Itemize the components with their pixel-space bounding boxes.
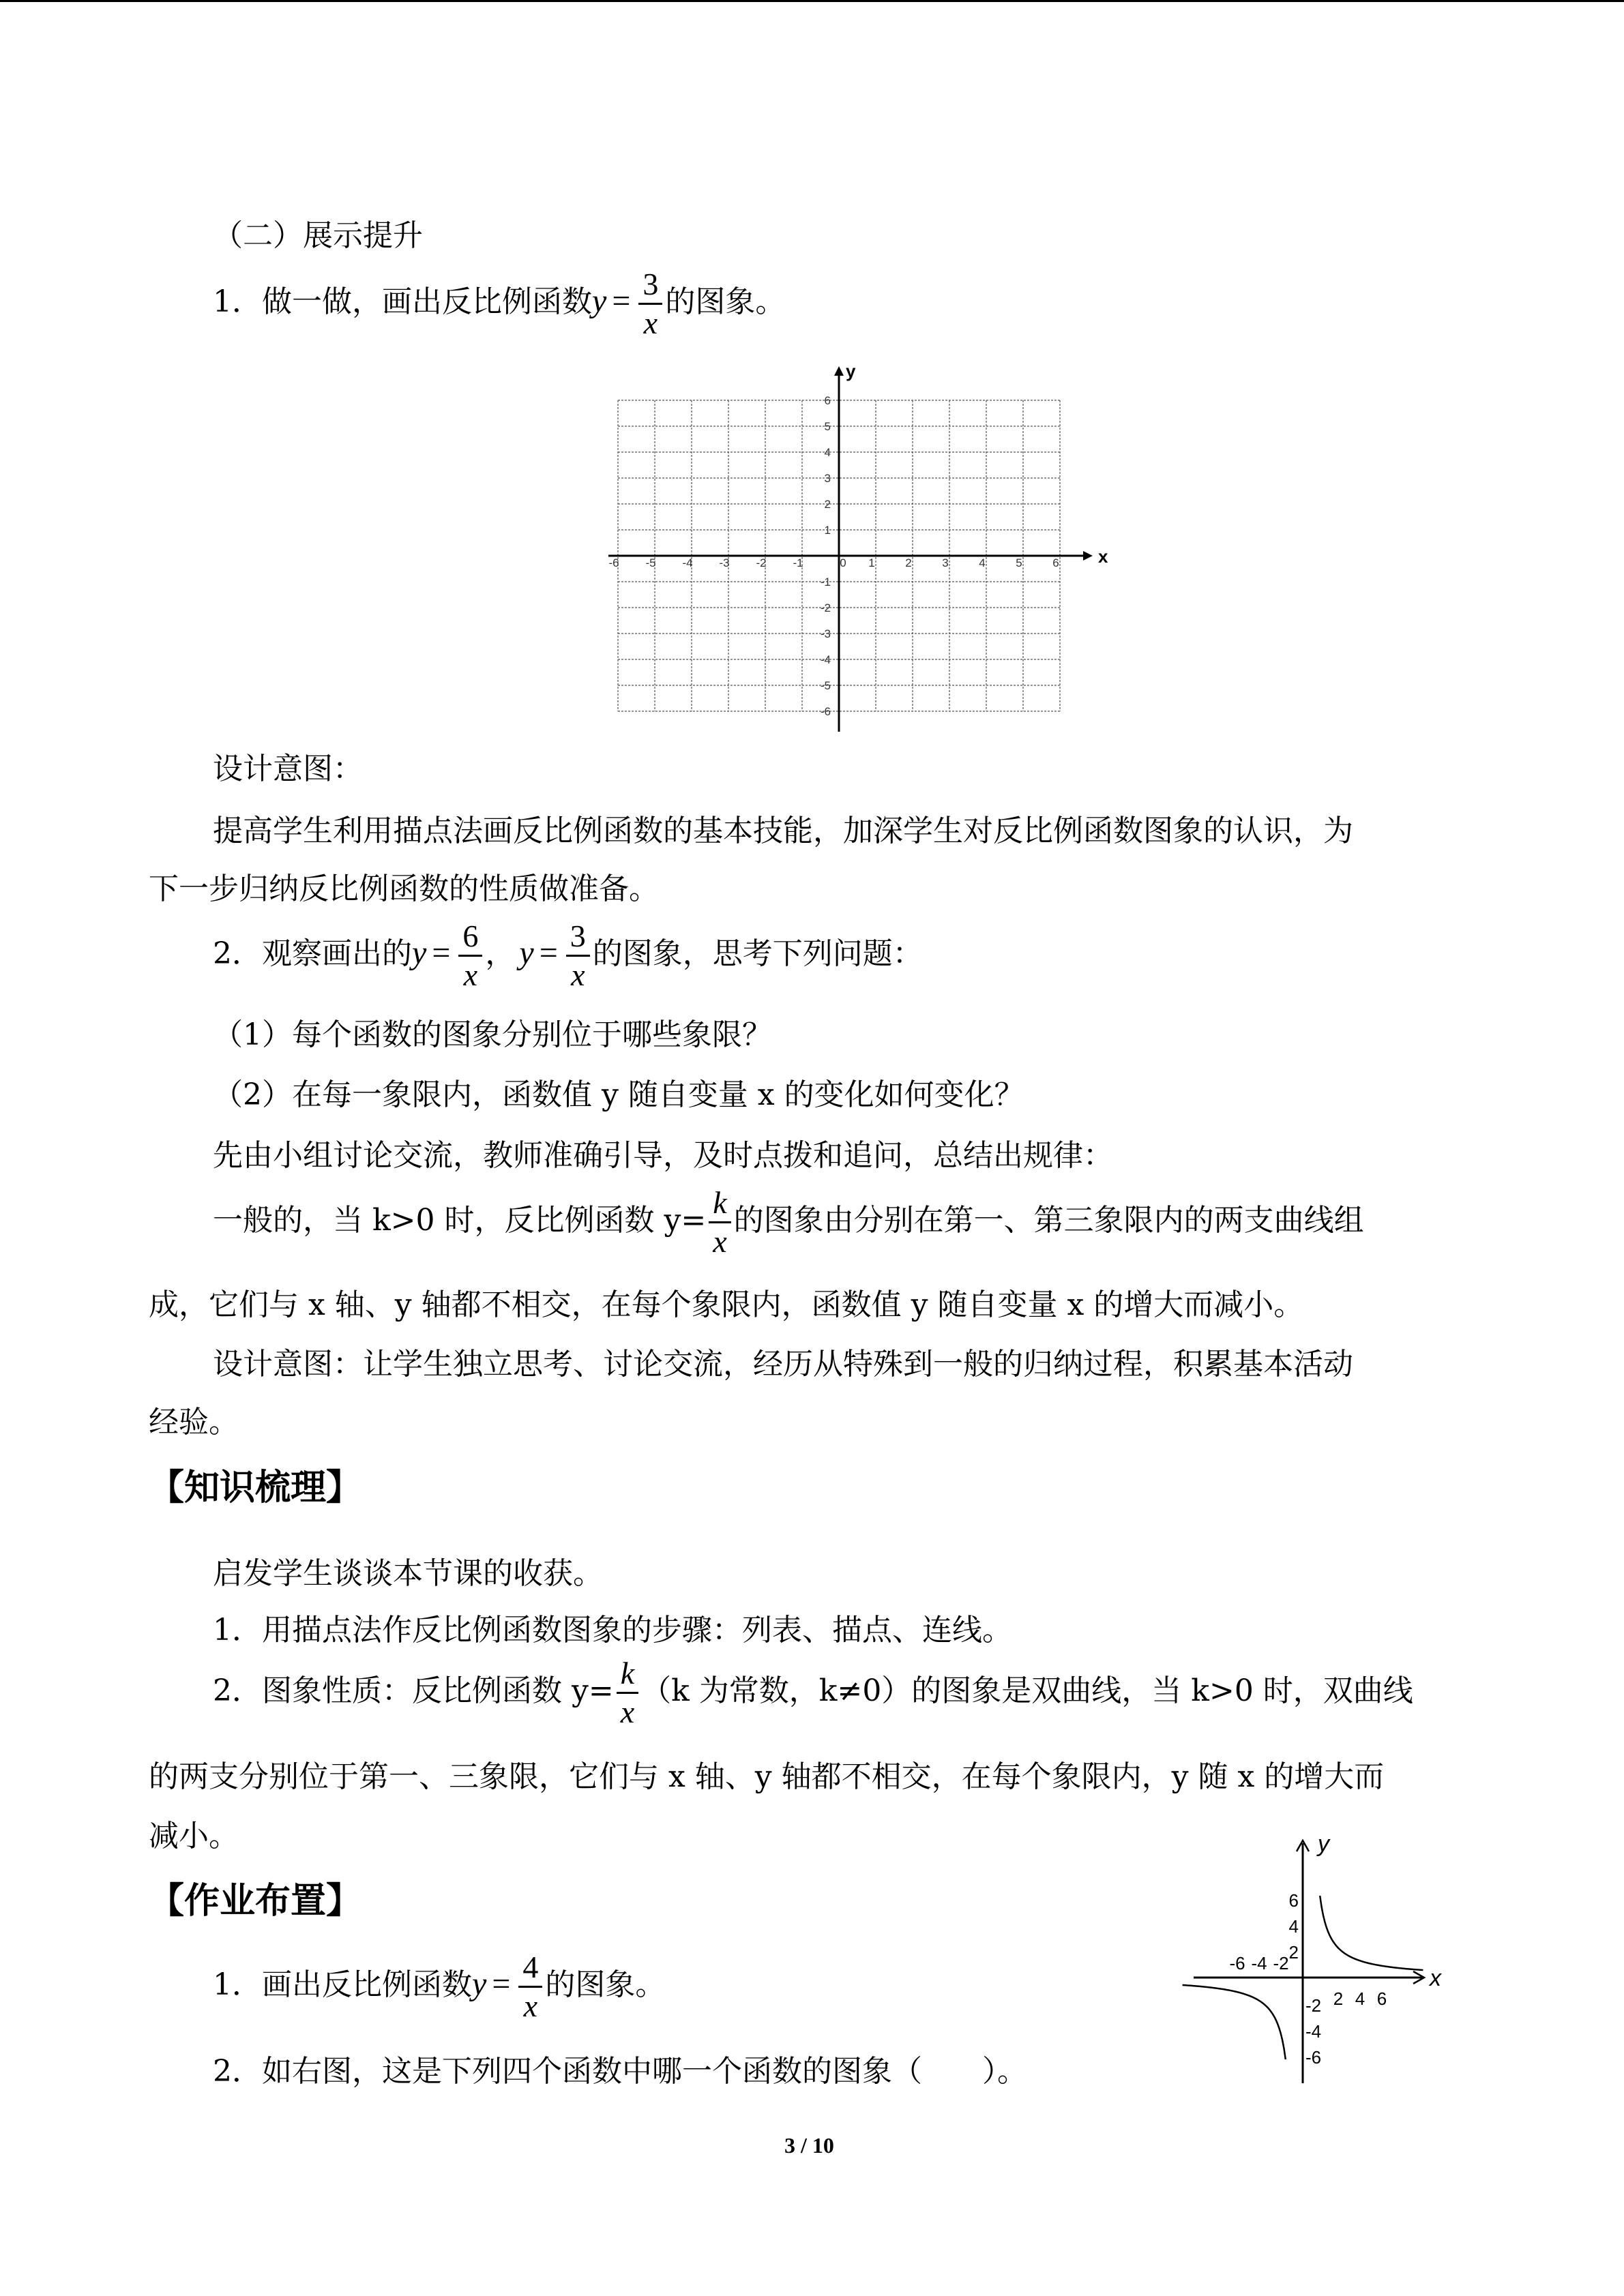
x-tick-label: 0: [840, 556, 846, 569]
x-tick-label: 2: [905, 556, 912, 569]
general-line2: 成，它们与 x 轴、y 轴都不相交，在每个象限内，函数值 y 随自变量 x 的增大而减小。: [149, 1287, 1304, 1322]
item2-var1: y: [412, 935, 427, 971]
x-tick-label: 3: [942, 556, 949, 569]
y-tick-label: -4: [820, 653, 831, 666]
y-tick-label: -3: [820, 627, 831, 640]
item2-eq1: =: [432, 935, 451, 971]
item1-suffix: 的图象。: [665, 284, 786, 319]
x-tick-label: -2: [756, 556, 767, 569]
item2-var2: y: [519, 935, 534, 971]
homework-heading: 【作业布置】: [149, 1881, 362, 1922]
knowledge-p2-denominator: x: [620, 1695, 635, 1729]
y-tick-label: -6: [820, 705, 831, 718]
y-tick-label: -2: [1305, 1995, 1322, 2016]
knowledge-intro: 启发学生谈谈本节课的收获。: [213, 1556, 603, 1591]
hyperbola-branch-q3: [1183, 1985, 1286, 2059]
item2-suffix: 的图象，思考下列问题：: [592, 936, 923, 971]
x-tick-label: -1: [793, 556, 803, 569]
y-tick-label: 6: [824, 394, 831, 407]
knowledge-point2-line3: 减小。: [149, 1819, 239, 1853]
knowledge-heading: 【知识梳理】: [149, 1467, 362, 1508]
item1-prefix: 1．做一做，画出反比例函数: [213, 284, 592, 319]
x-tick-label: -6: [1229, 1953, 1245, 1973]
homework1-denominator: x: [523, 1988, 538, 2023]
y-tick-label: -1: [820, 576, 831, 588]
question-1: （1）每个函数的图象分别位于哪些象限？: [213, 1017, 772, 1052]
item2-numerator2: 3: [566, 918, 590, 957]
item1-var: y: [592, 283, 607, 319]
y-tick-label: 4: [1288, 1916, 1299, 1937]
coordinate-grid: [593, 351, 1108, 723]
homework1-eq: =: [492, 1966, 511, 2002]
x-tick-label: -3: [719, 556, 730, 569]
y-axis-arrow: [834, 366, 844, 376]
homework-item1: [213, 1946, 665, 2025]
section-title: （二）展示提升: [213, 218, 423, 253]
homework1-fraction: [518, 1949, 542, 2025]
x-tick-label: 5: [1016, 556, 1022, 569]
item2-denominator1: x: [463, 957, 478, 992]
homework1-numerator: 4: [518, 1949, 542, 1988]
item2-sep: ，: [485, 936, 516, 971]
item2-eq2: =: [539, 935, 558, 971]
item2-numerator1: 6: [458, 918, 482, 957]
y-tick-label: 2: [824, 498, 831, 511]
knowledge-point1: 1．用描点法作反比例函数图象的步骤：列表、描点、连线。: [213, 1613, 1012, 1648]
design1-line1: 提高学生利用描点法画反比例函数的基本技能，加深学生对反比例函数图象的认识，为: [213, 814, 1353, 848]
y-tick-label: -6: [1305, 2047, 1322, 2068]
homework1-prefix: 1．画出反比例函数: [213, 1967, 472, 2002]
x-tick-label: -5: [645, 556, 656, 569]
knowledge-p2-numerator: k: [617, 1655, 638, 1694]
item1-denominator: x: [643, 305, 658, 340]
x-axis-label: x: [1098, 546, 1108, 567]
item2-fraction2: [566, 918, 590, 994]
y-tick-label: 3: [824, 472, 831, 485]
x-tick-label: 4: [1355, 1988, 1365, 2009]
x-tick-label: 6: [1052, 556, 1059, 569]
y-tick-label: -2: [820, 601, 831, 614]
item2-prefix: 2．观察画出的: [213, 936, 412, 971]
knowledge-p2-suffix: （k 为常数，k≠0）的图象是双曲线，当 k>0 时，双曲线: [641, 1673, 1413, 1708]
design1-line2: 下一步归纳反比例函数的性质做准备。: [149, 871, 659, 906]
x-axis-arrow: [1083, 551, 1093, 561]
item2-denominator2: x: [571, 957, 585, 992]
general-numerator: k: [709, 1184, 730, 1223]
homework1-var: y: [472, 1966, 487, 2002]
item2-fraction1: [458, 918, 482, 994]
general-fraction: [709, 1184, 730, 1260]
design2-line1: 设计意图：让学生独立思考、讨论交流，经历从特殊到一般的归纳过程，积累基本活动: [213, 1347, 1353, 1382]
design2-line2: 经验。: [149, 1405, 239, 1440]
question-2: （2）在每一象限内，函数值 y 随自变量 x 的变化如何变化？: [213, 1077, 1024, 1112]
x-tick-label: -2: [1273, 1953, 1289, 1973]
y-axis-label: y: [1318, 1831, 1329, 1857]
item1-fraction: [638, 266, 662, 342]
x-tick-label: 1: [868, 556, 875, 569]
y-tick-label: 2: [1288, 1942, 1299, 1963]
y-axis-label: y: [846, 361, 856, 381]
general-suffix: 的图象由分别在第一、第三象限内的两支曲线组: [733, 1203, 1364, 1238]
item1-eq: =: [612, 283, 631, 319]
item2-line: [213, 915, 923, 994]
item1-numerator: 3: [638, 266, 662, 305]
general-denominator: x: [713, 1224, 727, 1259]
knowledge-p2-fraction: [617, 1655, 638, 1731]
general-prefix: 一般的，当 k>0 时，反比例函数 y=: [213, 1203, 707, 1238]
x-tick-label: -4: [1251, 1953, 1267, 1973]
knowledge-point2-line2: 的两支分别位于第一、三象限，它们与 x 轴、y 轴都不相交，在每个象限内，y 随 x 的增大而: [149, 1759, 1385, 1794]
y-tick-label: 6: [1288, 1890, 1299, 1911]
page-number: 3 / 10: [784, 2133, 834, 2158]
item1-line: [213, 263, 785, 342]
knowledge-point2-line1: [213, 1653, 1413, 1731]
y-tick-label: -5: [820, 679, 831, 692]
x-tick-label: 4: [979, 556, 986, 569]
page-top-border: [0, 0, 1624, 2]
y-tick-label: 4: [824, 446, 831, 459]
design1-label: 设计意图：: [213, 751, 363, 786]
x-tick-label: -6: [608, 556, 619, 569]
x-tick-label: -4: [682, 556, 693, 569]
hyperbola-branch-q1: [1320, 1896, 1423, 1970]
discussion-line: 先由小组讨论交流，教师准确引导，及时点拨和追问，总结出规律：: [213, 1138, 1113, 1173]
y-tick-label: 5: [824, 420, 831, 433]
y-tick-label: -4: [1305, 2021, 1322, 2042]
homework-item2: 2．如右图，这是下列四个函数中哪一个函数的图象（ ）。: [213, 2054, 1027, 2089]
homework1-suffix: 的图象。: [545, 1967, 666, 2002]
x-tick-label: 6: [1376, 1988, 1387, 2009]
general-line1: [213, 1182, 1364, 1260]
knowledge-p2-prefix: 2．图象性质：反比例函数 y=: [213, 1673, 614, 1708]
x-axis-label: x: [1430, 1965, 1441, 1991]
y-tick-label: 1: [824, 524, 831, 537]
hyperbola-graph: [1187, 1831, 1460, 2090]
x-tick-label: 2: [1333, 1988, 1344, 2009]
